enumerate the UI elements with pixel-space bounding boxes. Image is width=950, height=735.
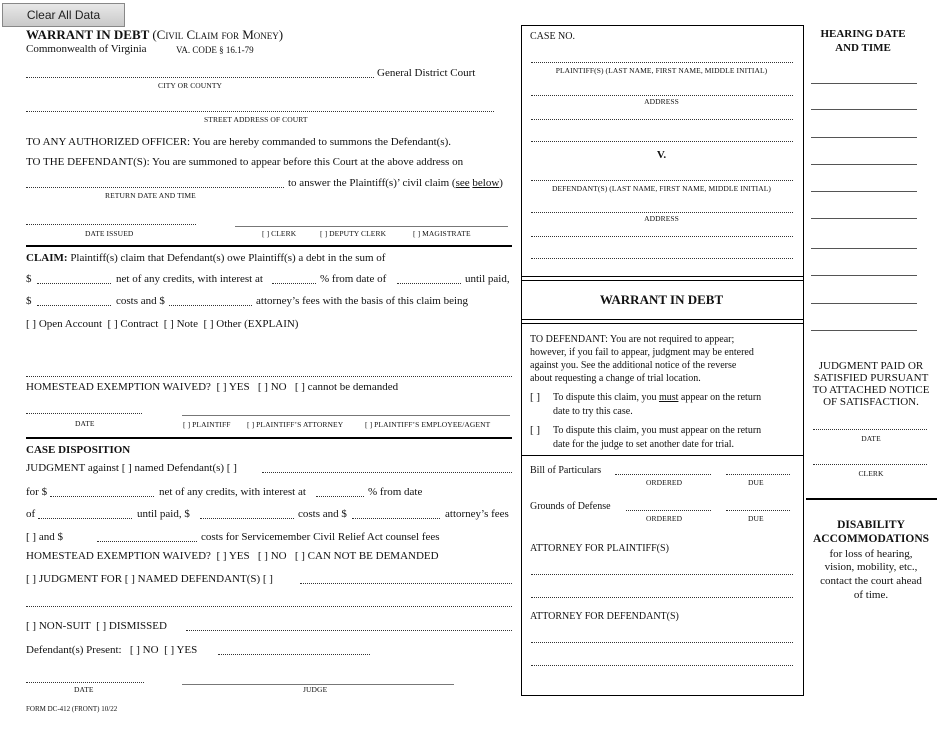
grounds-due-caption: DUE bbox=[748, 514, 764, 523]
divider-claim bbox=[26, 245, 512, 247]
return-caption: RETURN DATE AND TIME bbox=[105, 191, 196, 200]
dispute-option-1-line2: date to try this case. bbox=[553, 406, 633, 417]
defendant-address-line2[interactable] bbox=[531, 236, 793, 237]
disposition-date-caption: DATE bbox=[74, 685, 94, 694]
judgment-paid-4: OF SATISFACTION. bbox=[823, 396, 919, 408]
plaintiffs-caption: PLAINTIFF(S) (LAST NAME, FIRST NAME, MIDDLE INITIAL) bbox=[555, 66, 768, 75]
claim-amount-field[interactable] bbox=[37, 283, 111, 284]
va-code-label: VA. CODE § 16.1-79 bbox=[176, 45, 254, 55]
disposition-date-field[interactable] bbox=[26, 682, 144, 683]
hearing-line-1[interactable] bbox=[811, 83, 917, 84]
dispute-option-2-checkbox[interactable]: [ ] bbox=[530, 424, 541, 436]
date-issued-caption: DATE ISSUED bbox=[85, 229, 134, 238]
claim-date-caption: DATE bbox=[75, 419, 95, 428]
dispute-option-1-checkbox[interactable]: [ ] bbox=[530, 391, 541, 403]
hearing-line-4[interactable] bbox=[811, 164, 917, 165]
notice-line-3: against you. See the additional notice of the reverse bbox=[530, 360, 737, 371]
plaintiff-employee-option[interactable]: [ ] PLAINTIFF’S EMPLOYEE/AGENT bbox=[365, 420, 491, 429]
warrant-top-rule bbox=[521, 276, 803, 281]
signature-line[interactable] bbox=[235, 226, 508, 227]
warrant-bottom-rule bbox=[521, 319, 803, 324]
claim-interest-field[interactable] bbox=[272, 283, 316, 284]
claim-fees-text: attorney’s fees with the basis of this claim being bbox=[256, 295, 469, 307]
judgment-against[interactable]: JUDGMENT against [ ] named Defendant(s) [ ] bbox=[26, 462, 237, 474]
hearing-line-9[interactable] bbox=[811, 303, 917, 304]
clear-all-data-button[interactable]: Clear All Data bbox=[2, 3, 125, 27]
city-caption: CITY OR COUNTY bbox=[158, 81, 223, 90]
judgment-net-text: net of any credits, with interest at bbox=[159, 486, 306, 498]
claim-explain-field[interactable] bbox=[26, 376, 512, 377]
defendants-field[interactable] bbox=[531, 180, 793, 181]
particulars-ordered-caption: ORDERED bbox=[646, 478, 683, 487]
hearing-line-5[interactable] bbox=[811, 191, 917, 192]
particulars-divider bbox=[521, 455, 803, 456]
satisfaction-clerk-caption: CLERK bbox=[858, 469, 884, 478]
claim-basis-options[interactable]: [ ] Open Account [ ] Contract [ ] Note [ ] Other (EXPLAIN) bbox=[26, 318, 299, 330]
nonsuit-field[interactable] bbox=[186, 630, 512, 631]
claim-date-field[interactable] bbox=[26, 413, 142, 414]
warrant-title: WARRANT IN DEBT bbox=[599, 292, 724, 307]
hearing-line-3[interactable] bbox=[811, 137, 917, 138]
claim-costs-text: costs and $ bbox=[116, 295, 165, 307]
disability-heading-2: ACCOMMODATIONS bbox=[812, 533, 930, 545]
street-field[interactable] bbox=[26, 111, 494, 112]
hearing-line-10[interactable] bbox=[811, 330, 917, 331]
defendant-text: TO THE DEFENDANT(S): You are summoned to appear before this Court at the above address on bbox=[26, 156, 464, 168]
particulars-due-caption: DUE bbox=[748, 478, 764, 487]
judgment-paid-2: SATISFIED PURSUANT bbox=[813, 372, 929, 384]
defendant-address-caption: ADDRESS bbox=[644, 214, 679, 223]
see-link: see bbox=[455, 177, 470, 189]
judgment-costs-text: costs and $ bbox=[298, 508, 347, 520]
answer-post: ) bbox=[499, 177, 503, 189]
judgment-from-date-field[interactable] bbox=[38, 518, 132, 519]
hearing-line-8[interactable] bbox=[811, 275, 917, 276]
below-link: below bbox=[472, 177, 500, 189]
court-label: General District Court bbox=[377, 67, 476, 79]
plaintiff-address-field[interactable] bbox=[531, 95, 793, 96]
judgment-of-text: of bbox=[26, 508, 36, 520]
claim-line bbox=[26, 252, 385, 264]
attorney-plaintiff-field-1[interactable] bbox=[531, 574, 793, 575]
claim-until-text: until paid, bbox=[465, 273, 510, 285]
hearing-heading-1: HEARING DATE bbox=[820, 28, 906, 40]
judgment-until-text: until paid, $ bbox=[137, 508, 190, 520]
nonsuit-dismissed[interactable]: [ ] NON-SUIT [ ] DISMISSED bbox=[26, 620, 167, 632]
dollar-sign-1: $ bbox=[26, 273, 32, 285]
dispute-must: must bbox=[658, 392, 679, 403]
plaintiff-option[interactable]: [ ] PLAINTIFF bbox=[183, 420, 231, 429]
disposition-heading: CASE DISPOSITION bbox=[26, 444, 131, 456]
disability-text-4: of time. bbox=[853, 589, 889, 601]
notice-line-2: however, if you fail to appear, judgment may be entered bbox=[530, 347, 754, 358]
defendant-present[interactable]: Defendant(s) Present: [ ] NO [ ] YES bbox=[26, 644, 198, 656]
plaintiff-address-line2[interactable] bbox=[531, 119, 793, 120]
satisfaction-date-caption: DATE bbox=[861, 434, 881, 443]
form-title bbox=[26, 27, 283, 43]
magistrate-option[interactable]: [ ] MAGISTRATE bbox=[413, 229, 471, 238]
claim-label: CLAIM: bbox=[26, 252, 68, 264]
judgment-attorney-text: attorney’s fees bbox=[445, 508, 509, 520]
claim-text: Plaintiff(s) claim that Defendant(s) owe Plaintiff(s) a debt in the sum of bbox=[70, 252, 386, 264]
servicemember-text: costs for Servicemember Civil Relief Act counsel fees bbox=[201, 531, 440, 543]
notice-line-4: about requesting a change of trial location. bbox=[530, 373, 701, 384]
judgment-for-field[interactable] bbox=[300, 583, 512, 584]
attorney-defendant-label: ATTORNEY FOR DEFENDANT(S) bbox=[530, 611, 679, 622]
servicemember-amount-field[interactable] bbox=[97, 541, 197, 542]
case-no-label: CASE NO. bbox=[530, 31, 576, 42]
defendant-address-field[interactable] bbox=[531, 212, 793, 213]
judgment-pct-text: % from date bbox=[368, 486, 423, 498]
judgment-amount-field[interactable] bbox=[50, 496, 154, 497]
title-subtitle: (Civil Claim for Money) bbox=[152, 27, 284, 42]
city-field[interactable] bbox=[26, 77, 374, 78]
date-issued-field[interactable] bbox=[26, 224, 196, 225]
judgment-paid-1: JUDGMENT PAID OR bbox=[818, 360, 924, 372]
judgment-interest-field[interactable] bbox=[316, 496, 364, 497]
claim-fees-field[interactable] bbox=[169, 305, 252, 306]
servicemember-checkbox[interactable]: [ ] and $ bbox=[26, 531, 63, 543]
particulars-ordered-field[interactable] bbox=[615, 474, 711, 475]
dispute-1a: To dispute this claim, you bbox=[553, 392, 657, 403]
disability-text-1: for loss of hearing, bbox=[829, 548, 913, 560]
deputy-clerk-option[interactable]: [ ] DEPUTY CLERK bbox=[320, 229, 387, 238]
plaintiff-address-caption: ADDRESS bbox=[644, 97, 679, 106]
dispute-option-1-text bbox=[553, 392, 761, 403]
disability-text-3: contact the court ahead bbox=[820, 575, 922, 587]
claim-pct-text: % from date of bbox=[320, 273, 387, 285]
judgment-extra-field[interactable] bbox=[26, 606, 512, 607]
judge-caption: JUDGE bbox=[303, 685, 328, 694]
defendants-caption: DEFENDANT(S) (LAST NAME, FIRST NAME, MIDDLE INITIAL) bbox=[551, 184, 772, 193]
claim-from-date-field[interactable] bbox=[397, 283, 461, 284]
return-date-field[interactable] bbox=[26, 187, 284, 188]
disability-heading-1: DISABILITY bbox=[837, 519, 905, 531]
defendant-present-field[interactable] bbox=[218, 654, 370, 655]
disability-divider bbox=[806, 498, 937, 500]
satisfaction-date-field[interactable] bbox=[813, 429, 927, 430]
officer-text: TO ANY AUTHORIZED OFFICER: You are hereby commanded to summons the Defendant(s). bbox=[26, 136, 451, 148]
disability-text-2: vision, mobility, etc., bbox=[824, 561, 918, 573]
particulars-label: Bill of Particulars bbox=[530, 465, 602, 476]
dispute-option-2-line2: date for the judge to set another date for trial. bbox=[553, 439, 735, 450]
claim-homestead[interactable]: HOMESTEAD EXEMPTION WAIVED? [ ] YES [ ] NO [ ] cannot be demanded bbox=[26, 381, 399, 393]
disposition-homestead[interactable]: HOMESTEAD EXEMPTION WAIVED? [ ] YES [ ] NO [ ] CAN NOT BE DEMANDED bbox=[26, 550, 439, 562]
versus-label: V. bbox=[656, 149, 667, 161]
claim-net-text: net of any credits, with interest at bbox=[116, 273, 263, 285]
dispute-1b: appear on the return bbox=[680, 392, 762, 403]
attorney-defendant-field-2[interactable] bbox=[531, 665, 793, 666]
grounds-ordered-caption: ORDERED bbox=[646, 514, 683, 523]
plaintiffs-field[interactable] bbox=[531, 62, 793, 63]
hearing-heading-2: AND TIME bbox=[835, 42, 891, 54]
satisfaction-clerk-field[interactable] bbox=[813, 464, 927, 465]
hearing-line-6[interactable] bbox=[811, 218, 917, 219]
answer-pre: to answer the Plaintiff(s)’ civil claim ( bbox=[288, 177, 456, 189]
judgment-fees-field[interactable] bbox=[352, 518, 440, 519]
judgment-for-defendant[interactable]: [ ] JUDGMENT FOR [ ] NAMED DEFENDANT(S) [ ] bbox=[26, 573, 273, 585]
dollar-sign-2: $ bbox=[26, 295, 32, 307]
form-number: FORM DC-412 (FRONT) 10/22 bbox=[26, 705, 118, 713]
judgment-for-text: for $ bbox=[26, 486, 48, 498]
attorney-plaintiff-field-2[interactable] bbox=[531, 597, 793, 598]
commonwealth-label: Commonwealth of Virginia bbox=[26, 43, 147, 55]
grounds-ordered-field[interactable] bbox=[626, 510, 711, 511]
street-caption: STREET ADDRESS OF COURT bbox=[204, 115, 308, 124]
judgment-against-field[interactable] bbox=[262, 472, 512, 473]
plaintiff-address-line3[interactable] bbox=[531, 141, 793, 142]
attorney-plaintiff-label: ATTORNEY FOR PLAINTIFF(S) bbox=[530, 543, 669, 554]
dispute-option-2-text: To dispute this claim, you must appear on the return bbox=[553, 425, 762, 436]
clerk-option[interactable]: [ ] CLERK bbox=[262, 229, 297, 238]
attorney-defendant-field-1[interactable] bbox=[531, 642, 793, 643]
grounds-label: Grounds of Defense bbox=[530, 501, 611, 512]
answer-text bbox=[288, 177, 503, 189]
notice-line-1: TO DEFENDANT: You are not required to appear; bbox=[530, 334, 735, 345]
claim-signature-line[interactable] bbox=[182, 415, 510, 416]
divider-disposition bbox=[26, 437, 512, 439]
defendant-address-line3[interactable] bbox=[531, 258, 793, 259]
judgment-costs-field[interactable] bbox=[200, 518, 294, 519]
title-bold: WARRANT IN DEBT bbox=[26, 27, 150, 42]
particulars-due-field[interactable] bbox=[726, 474, 790, 475]
hearing-line-2[interactable] bbox=[811, 109, 917, 110]
judgment-paid-3: TO ATTACHED NOTICE bbox=[812, 384, 930, 396]
plaintiff-attorney-option[interactable]: [ ] PLAINTIFF’S ATTORNEY bbox=[247, 420, 344, 429]
claim-costs-field[interactable] bbox=[37, 305, 111, 306]
grounds-due-field[interactable] bbox=[726, 510, 790, 511]
hearing-line-7[interactable] bbox=[811, 248, 917, 249]
